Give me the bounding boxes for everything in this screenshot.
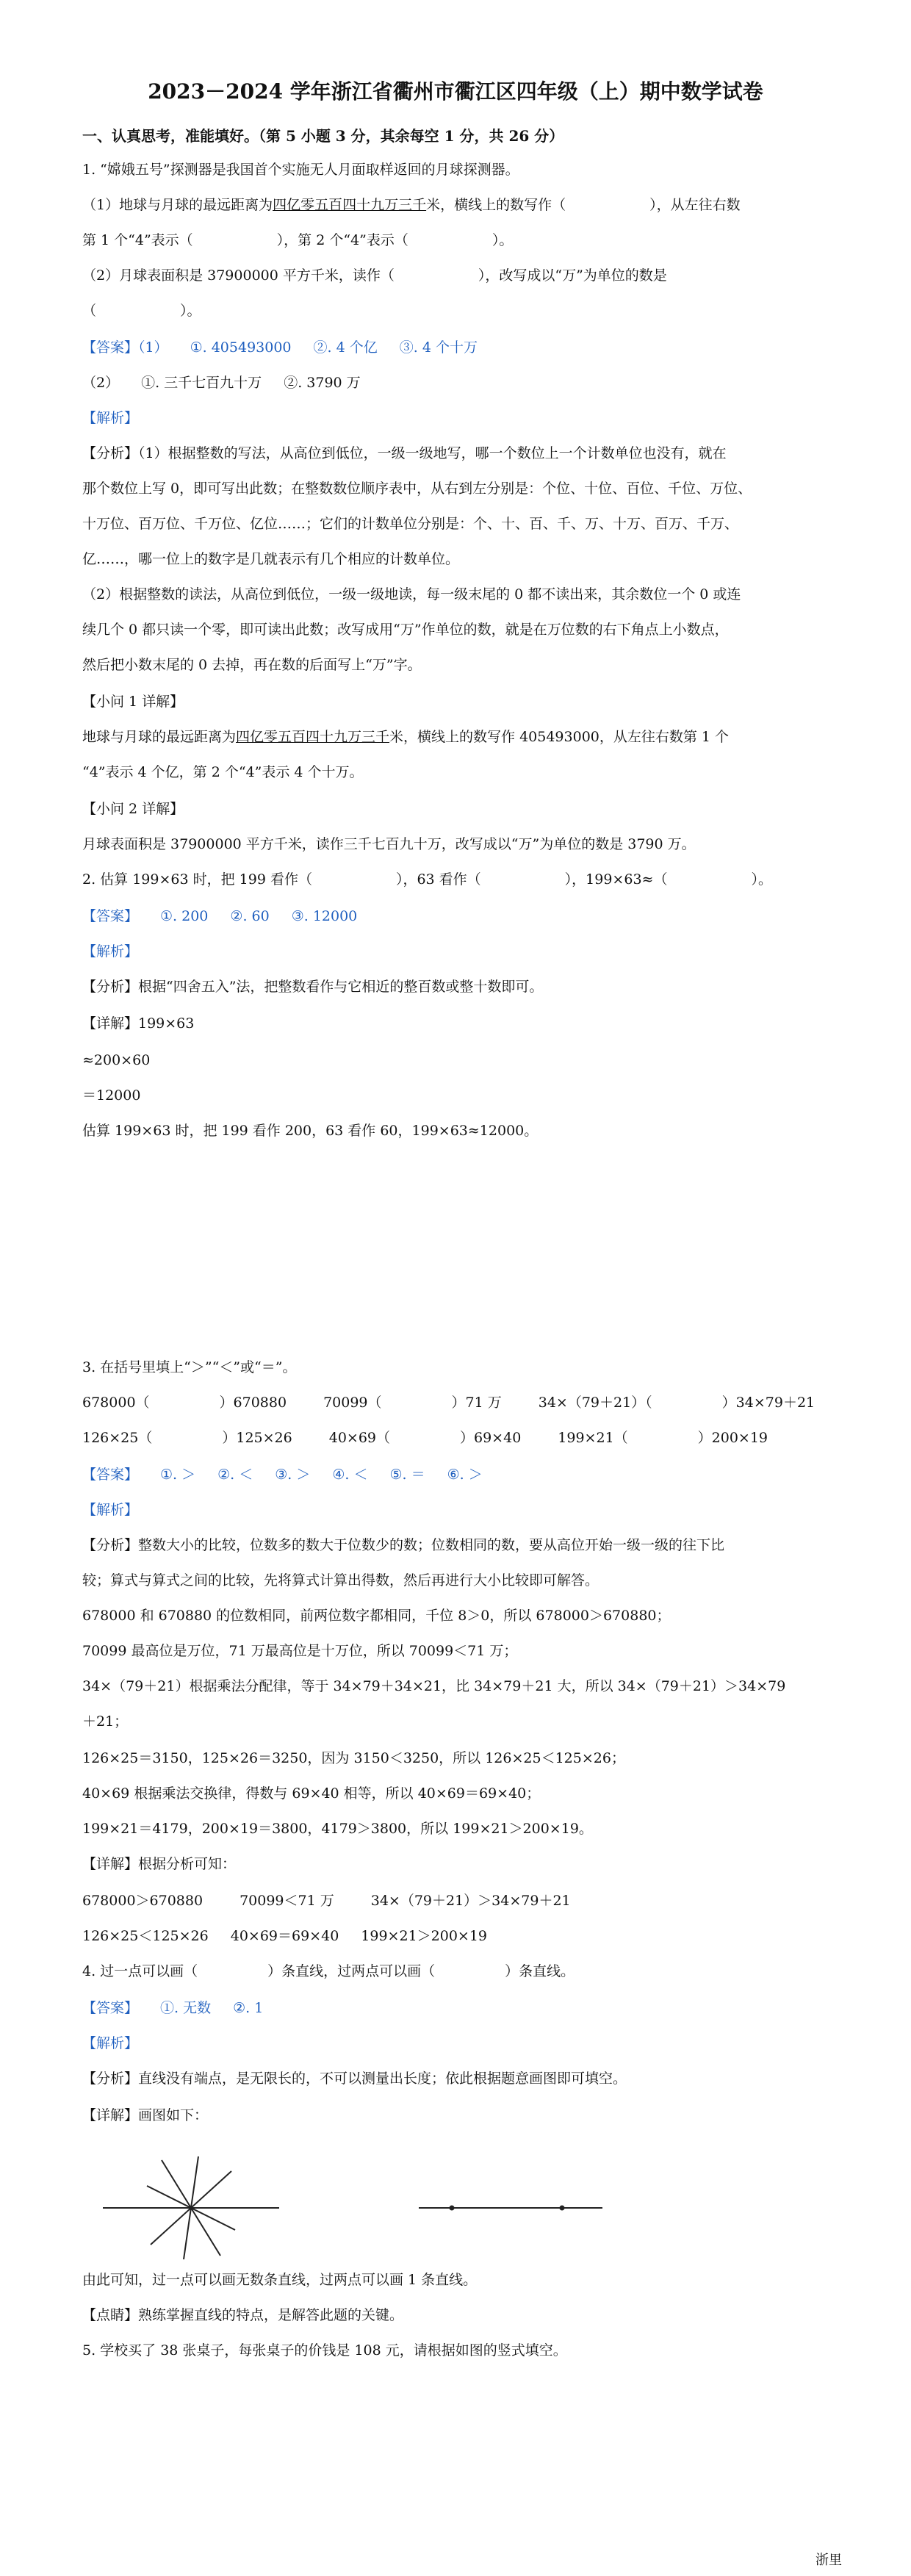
q3-analysis-9: 199×21＝4179，200×19＝3800，4179＞3800，所以 199×21＞200×19。 [82,1821,593,1837]
q3-analysis-5: 34×（79＋21）根据乘法分配律，等于 34×79＋34×21，比 34×79＋21 大，所以 34×（79＋21）＞34×79 [82,1678,786,1694]
figure-point-b [560,2206,565,2211]
q5-stem: 5. 学校买了 38 张桌子，每张桌子的价钱是 108 元，请根据如图的竖式填空。 [82,2342,567,2359]
q4-answer-row: 【答案】 ①. 无数 ②. 1 [82,2000,264,2016]
line-through-two-points-figure [415,2186,606,2230]
q1-answer-row2: （2） ①. 三千七百九十万 ②. 3790 万 [82,375,361,391]
q4-stem: 4. 过一点可以画（ ）条直线，过两点可以画（ ）条直线。 [82,1963,575,1979]
q1-part2-line1: （2）月球表面积是 37900000 平方千米，读作（ ），改写成以“万”为单位的数是 [82,267,667,284]
q3-analysis-7: 126×25＝3150，125×26＝3250，因为 3150＜3250，所以 126×25＜125×26； [82,1750,625,1766]
q3-detail-row2: 126×25＜125×26 40×69＝69×40 199×21＞200×19 [82,1928,488,1944]
q1-sub1-heading: 【小问 1 详解】 [82,694,184,710]
q3-analysis-3: 678000 和 670880 的位数相同，前两位数字都相同，千位 8＞0，所以 678000＞670880； [82,1608,671,1624]
q3-answer-row: 【答案】 ①. ＞ ②. ＜ ③. ＞ ④. ＜ ⑤. ＝ ⑥. ＞ [82,1467,483,1483]
q1-part2-line2: （ ）。 [82,303,201,319]
q1-stem: 1. “嫦娥五号”探测器是我国首个实施无人月面取样返回的月球探测器。 [82,162,519,178]
q1-answer-row1: 【答案】（1） ①. 405493000 ②. 4 个亿 ③. 4 个十万 [82,339,478,356]
lines-through-one-point-figure [96,2153,287,2263]
q1-analysis-2: 那个数位上写 0，即可写出此数；在整数数位顺序表中，从右到左分别是：个位、十位、百位、千位、万位、 [82,481,752,497]
q2-analysis: 【分析】根据“四舍五入”法，把整数看作与它相近的整百数或整十数即可。 [82,979,544,995]
q3-analysis-8: 40×69 根据乘法交换律，得数与 69×40 相等，所以 40×69＝69×40； [82,1785,541,1802]
q3-row2: 126×25（ ）125×26 40×69（ ）69×40 199×21（ ）200×19 [82,1430,768,1446]
q4-analysis: 【分析】直线没有端点，是无限长的，不可以测量出长度；依此根据题意画图即可填空。 [82,2070,627,2087]
q1-part1-line2: 第 1 个“4”表示（ ），第 2 个“4”表示（ ）。 [82,232,514,248]
q3-detail-heading: 【详解】根据分析可知： [82,1856,237,1872]
q2-calc-2: ＝12000 [82,1087,141,1104]
q1-sub1-line2: “4”表示 4 个亿，第 2 个“4”表示 4 个十万。 [82,764,364,780]
q1-part1-line1: （1）地球与月球的最远距离为四亿零五百四十九万三千米，横线上的数写作（ ），从左往右数 [82,197,741,213]
q3-stem: 3. 在括号里填上“＞”“＜”或“＝”。 [82,1359,297,1375]
q3-analysis-2: 较；算式与算式之间的比较，先将算式计算出得数，然后再进行大小比较即可解答。 [82,1572,599,1589]
q1-analysis-7: 然后把小数末尾的 0 去掉，再在数的后面写上“万”字。 [82,657,422,673]
q1-analysis-4: 亿……，哪一位上的数字是几就表示有几个相应的计数单位。 [82,551,460,567]
q4-detail-heading: 【详解】画图如下： [82,2107,209,2123]
q1-analysis-5: （2）根据整数的读法，从高位到低位，一级一级地读，每一级末尾的 0 都不读出来，其余数位一个 0 或连 [82,586,741,602]
q2-detail-heading: 【详解】199×63 [82,1015,195,1032]
q2-calc-1: ≈200×60 [82,1052,151,1068]
q2-conclusion: 估算 199×63 时，把 199 看作 200，63 看作 60，199×63≈12000。 [82,1123,539,1139]
q3-analysis-1: 【分析】整数大小的比较，位数多的数大于位数少的数；位数相同的数，要从高位开始一级一级的往下比 [82,1537,725,1553]
q1-analysis-1: 【分析】（1）根据整数的写法，从高位到低位，一级一级地写，哪一个数位上一个计数单位也没有，就在 [82,445,727,461]
q3-row1: 678000（ ）670880 70099（ ）71 万 34×（79＋21）（ ）34×79＋21 [82,1395,815,1411]
q4-key-point: 【点睛】熟练掌握直线的特点，是解答此题的关键。 [82,2307,404,2323]
figure-center-point [189,2206,193,2210]
q3-analysis-6: ＋21； [82,1713,129,1730]
q1-sub1-line1: 地球与月球的最远距离为四亿零五百四十九万三千米，横线上的数写作 405493000，从左往右数第 1 个 [82,729,730,745]
q2-answer-row: 【答案】 ①. 200 ②. 60 ③. 12000 [82,908,358,924]
q3-analysis-4: 70099 最高位是万位，71 万最高位是十万位，所以 70099＜71 万； [82,1643,518,1659]
section-heading: 一、认真思考，准能填好。（第 5 小题 3 分，其余每空 1 分，共 26 分） [82,127,564,145]
q3-jiexi: 【解析】 [82,1502,139,1518]
page-footer: 浙里 [815,2552,842,2568]
q1-jiexi: 【解析】 [82,410,139,426]
page-title: 2023－2024 学年浙江省衢州市衢江区四年级（上）期中数学试卷 [148,79,763,104]
q1-analysis-6: 续几个 0 都只读一个零，即可读出此数；改写成用“万”作单位的数，就是在万位数的右下角点上小数点， [82,622,729,638]
q1-sub2-line1: 月球表面积是 37900000 平方千米，读作三千七百九十万，改写成以“万”为单位的数是 3790 万。 [82,836,696,852]
q3-detail-row1: 678000＞670880 70099＜71 万 34×（79＋21）＞34×79＋21 [82,1893,571,1909]
q4-conclusion: 由此可知，过一点可以画无数条直线，过两点可以画 1 条直线。 [82,2272,478,2288]
q4-jiexi: 【解析】 [82,2035,139,2051]
q2-stem: 2. 估算 199×63 时，把 199 看作（ ），63 看作（ ），199×63≈（ ）。 [82,871,772,888]
q1-analysis-3: 十万位、百万位、千万位、亿位……；它们的计数单位分别是：个、十、百、千、万、十万、百万、千万、 [82,516,739,532]
q2-jiexi: 【解析】 [82,943,139,960]
q1-sub2-heading: 【小问 2 详解】 [82,801,184,817]
figure-point-a [450,2206,455,2211]
